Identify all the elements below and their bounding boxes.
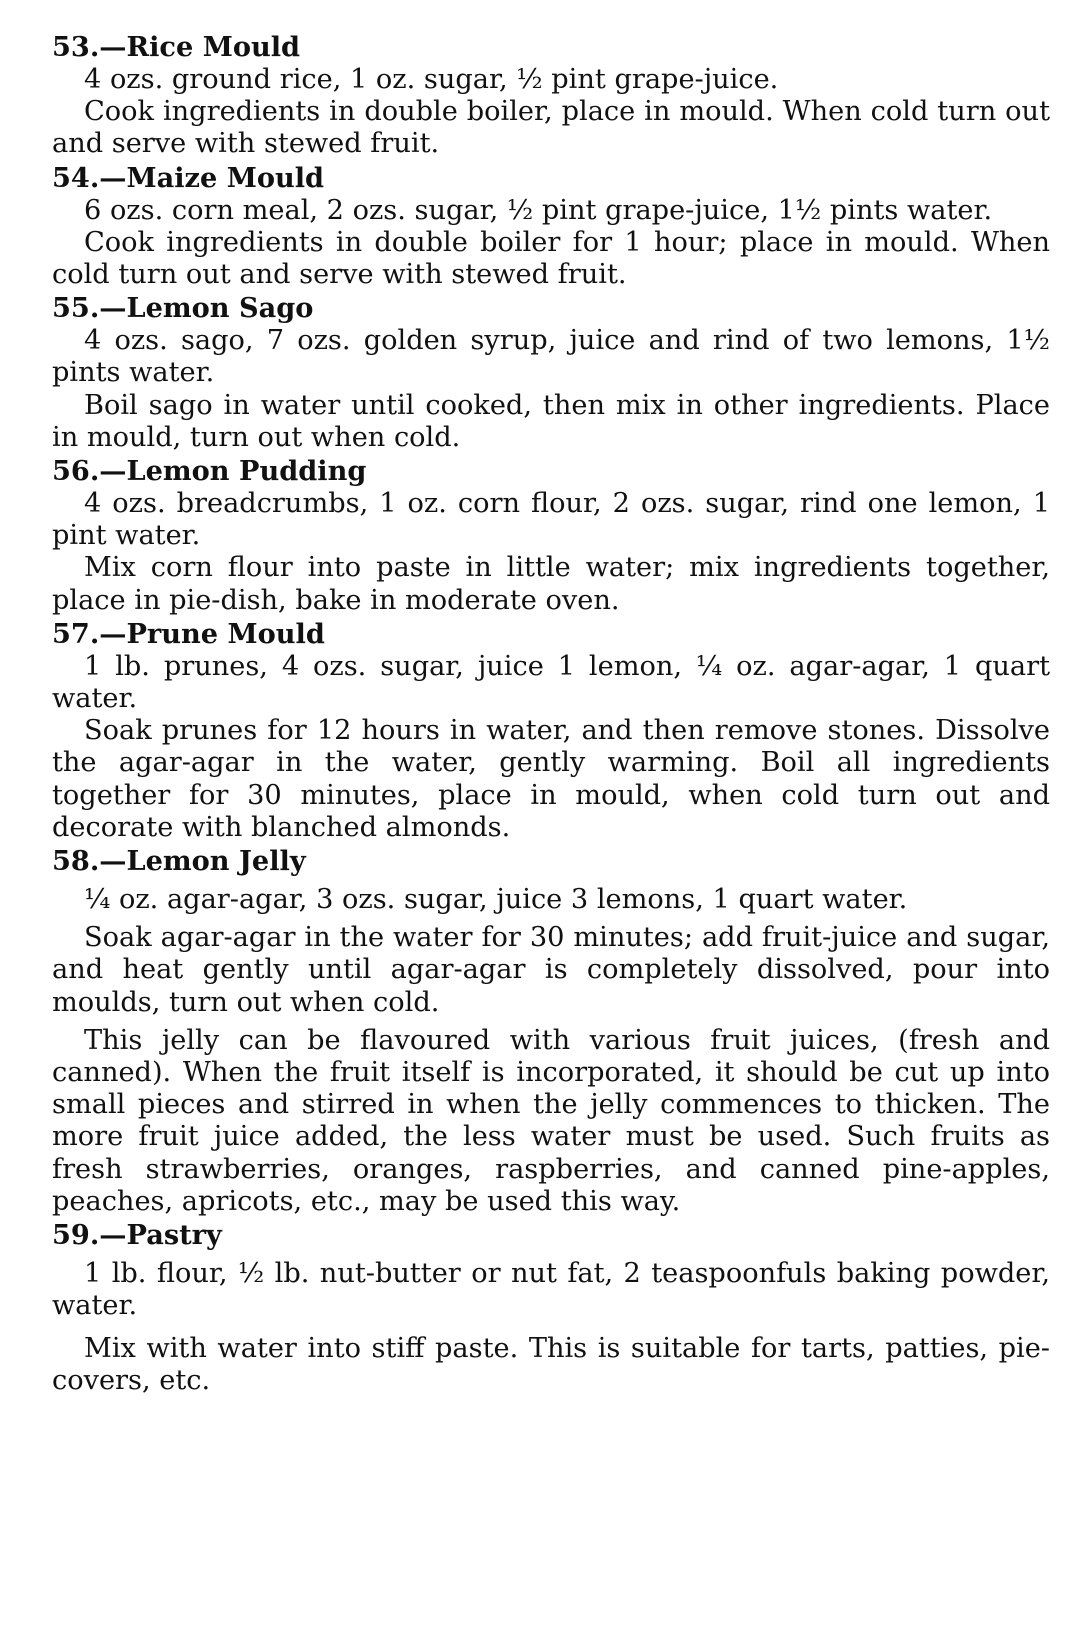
recipe-title: 59.—Pastry <box>52 1219 222 1252</box>
method: Soak prunes for 12 hours in water, and then remove stones. Dissolve the agar-agar in the water, gently warming. Boil all ingredients together for 30 minutes, place in mould, when cold turn out and decorate with blanched almonds. <box>52 715 1050 843</box>
ingredients: 1 lb. flour, ½ lb. nut-butter or nut fat, 2 teaspoonfuls baking powder, water. <box>52 1258 1050 1322</box>
recipe-page <box>52 30 1050 1397</box>
recipe-57-prune-mould <box>52 617 1050 844</box>
recipe-title: 53.—Rice Mould <box>52 31 301 63</box>
note: This jelly can be flavoured with various fruit juices, (fresh and canned). When the fruit itself is incorporated, it should be cut up into small pieces and stirred in when the jelly commences to thicken. The more fruit juice added, the less water must be used. Such fruits as fresh strawberries, oranges, raspberries, and canned pine-apples, peaches, apricots, etc., may be used this way. <box>52 1024 1050 1217</box>
ingredients: ¼ oz. agar-agar, 3 ozs. sugar, juice 3 lemons, 1 quart water. <box>84 884 908 916</box>
method: Cook ingredients in double boiler, place in mould. When cold turn out and serve with stewed fruit. <box>52 96 1050 160</box>
recipe-title: 56.—Lemon Pudding <box>52 455 367 488</box>
ingredients: 1 lb. prunes, 4 ozs. sugar, juice 1 lemon, ¼ oz. agar-agar, 1 quart water. <box>52 650 1050 715</box>
ingredients: 6 ozs. corn meal, 2 ozs. sugar, ½ pint grape-juice, 1½ pints water. <box>84 194 993 226</box>
recipe-title: 58.—Lemon Jelly <box>52 845 306 878</box>
recipe-59-pastry <box>52 1218 1050 1397</box>
recipe-56-lemon-pudding <box>52 454 1050 617</box>
method: Mix with water into stiff paste. This is suitable for tarts, patties, pie-covers, etc. <box>52 1332 1050 1396</box>
recipe-53-rice-mould <box>52 30 1050 161</box>
method: Cook ingredients in double boiler for 1 hour; place in mould. When cold turn out and serve with stewed fruit. <box>52 226 1050 291</box>
recipe-54-maize-mould <box>52 161 1050 292</box>
method: Soak agar-agar in the water for 30 minutes; add fruit-juice and sugar, and heat gently until agar-agar is completely dissolved, pour into moulds, turn out when cold. <box>52 922 1050 1018</box>
recipe-title: 57.—Prune Mould <box>52 617 325 650</box>
recipe-title: 55.—Lemon Sago <box>52 292 314 325</box>
method: Boil sago in water until cooked, then mix in other ingredients. Place in mould, turn out when cold. <box>52 389 1050 453</box>
recipe-58-lemon-jelly <box>52 844 1050 1218</box>
recipe-title: 54.—Maize Mould <box>52 161 325 194</box>
recipe-55-lemon-sago <box>52 291 1050 454</box>
ingredients: 4 ozs. sago, 7 ozs. golden syrup, juice and rind of two lemons, 1½ pints water. <box>52 325 1050 389</box>
method: Mix corn flour into paste in little water; mix ingredients together, place in pie-dish, bake in moderate oven. <box>52 552 1050 616</box>
ingredients: 4 ozs. breadcrumbs, 1 oz. corn flour, 2 ozs. sugar, rind one lemon, 1 pint water. <box>52 488 1050 552</box>
ingredients: 4 ozs. ground rice, 1 oz. sugar, ½ pint grape-juice. <box>84 64 779 95</box>
